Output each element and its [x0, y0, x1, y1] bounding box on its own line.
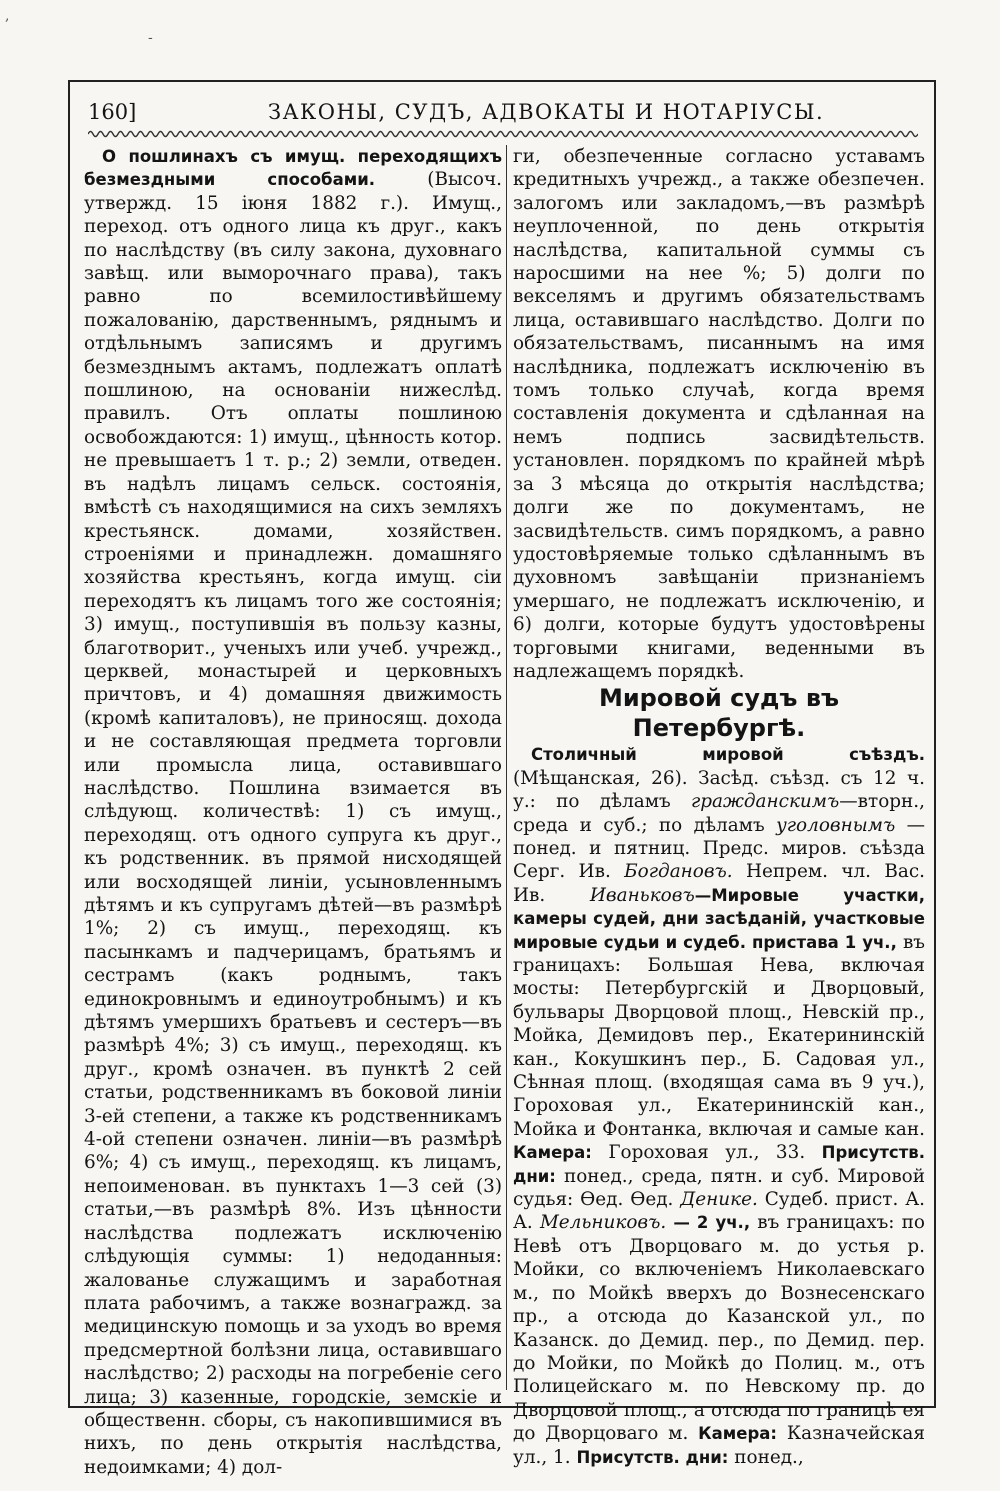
italic-run: Богдановъ.	[624, 861, 733, 883]
text-run: Судеб. прист. А. А.	[513, 1189, 925, 1234]
text-run: понед.,	[728, 1446, 804, 1468]
running-title: ЗАКОНЫ, СУДЪ, АДВОКАТЫ И НОТАРІУСЫ.	[268, 100, 825, 124]
text-run: понед., среда, пятн. и суб. Мировой судья: Ѳед. Ѳед.	[513, 1165, 925, 1211]
paragraph-duties	[84, 145, 502, 1479]
paragraph-text: (Высоч. утвержд. 15 іюня 1882 г.). Имущ., переход. отъ одного лица къ друг., какъ по наслѣдству (въ силу закона, духовнаго завѣщ. или выморочнаго права), такъ равно по всемилостивѣйшему пожалованію, дарственнымъ, ряднымъ и отдѣльнымъ записямъ и другимъ безмезднымъ актамъ, подлежатъ оплатѣ пошлиною, на основаніи нижеслѣд. правилъ. Отъ оплаты пошлиною освобождаются: 1) имущ., цѣнность котор. не превышаетъ 1 т. р.; 2) земли, отведен. въ надѣлъ лицамъ сельск. состоянія, вмѣстѣ съ находящимися на сихъ земляхъ крестьянск. домами, хозяйствен. строеніями и принадлежн. домашняго хозяйства крестьянъ, когда имущ. сіи переходятъ къ лицамъ того же состоянія; 3) имущ., поступившія въ пользу казны, благотворит., ученыхъ или учеб. учрежд., церквей, монастырей и церковныхъ причтовъ, и 4) домашняя движимость (кромѣ капиталовъ), не приносящ. дохода и не составляющая предмета торговли или промысла лица, оставившаго наслѣдство. Пошлина взимается въ слѣдующ. количествѣ: 1) съ имущ., переходящ. отъ одного супруга къ друг., къ родственник. въ прямой нисходящей или восходящей линіи, усыновленнымъ дѣтямъ и къ супругамъ дѣтей—въ размѣрѣ 1%; 2) съ имущ., переходящ. къ пасынкамъ и падчерицамъ, братьямъ и сестрамъ (какъ роднымъ, такъ единокровнымъ и единоутробнымъ) и къ дѣтямъ умершихъ братьевъ и сестеръ—въ размѣрѣ 4%; 3) съ имущ., переходящ. къ друг., кромѣ означен. въ пунктѣ 2 сей статьи, родственникамъ въ боковой линіи 3-ей степени, а также къ родственникамъ 4-ой степени означен. линіи—въ размѣрѣ 6%; 4) съ имущ., переходящ. къ лицамъ, непоименован. въ пунктахъ 1—3 сей (3) статьи,—въ размѣрѣ 8%. Изъ цѣнности наслѣдства подлежатъ исключенію слѣдующія суммы: 1) недоданныя: жалованье служащимъ и заработная плата рабочимъ, а также вознагражд. за медицинскую помощь и за уходъ во время предсмертной болѣзни лица, оставившаго наслѣдство; 2) расходы на погребеніе сего лица; 3) казенные, городскіе, земскіе и общественн. сборы, съ накопившимися въ нихъ, по день открытія наслѣдства, недоимками; 4) дол-	[84, 169, 502, 1478]
italic-run: гражданскимъ	[690, 791, 840, 813]
right-column	[513, 145, 925, 1469]
scan-speck: ,	[5, 8, 10, 24]
left-column	[84, 145, 502, 1479]
bold-run: Присутств. дни:	[513, 1143, 925, 1186]
section-heading: Мировой судъ въ Петербургѣ.	[598, 684, 840, 743]
bold-run: Камера:	[513, 1143, 592, 1163]
italic-run: уголовнымъ	[776, 814, 896, 836]
paragraph-continuation: ги, обезпеченные согласно уставамъ кредитныхъ учрежд., а также обезпечен. залогомъ или закладомъ,—въ размѣрѣ неуплоченной, по день открытія наслѣдства, капитальной суммы съ наросшими на нее %; 5) долги по векселямъ и другимъ обязательствамъ лица, оставившаго наслѣдство. Долги по обязательствамъ, писаннымъ на имя наслѣдника, подлежатъ исключенію въ томъ только случаѣ, когда время составленія документа и сдѣланная на немъ подпись засвидѣтельств. установлен. порядкомъ по крайней мѣрѣ за 3 мѣсяца до открытія наслѣдства; долги же по документамъ, не засвидѣтельств. симъ порядкомъ, а равно удостовѣряемые только сдѣланнымъ въ духовномъ завѣщаніи признаніемъ умершаго, не подлежатъ исключенію, и 6) долги, которые будутъ удостовѣрены торговыми книгами, веденными въ надлежащемъ порядкѣ.	[513, 146, 925, 682]
italic-run: Мельниковъ.	[539, 1212, 667, 1234]
italic-run: Денике.	[680, 1189, 758, 1211]
scan-speck: -	[148, 30, 153, 46]
paragraph-courts	[513, 743, 925, 1469]
text-run: —вторн., среда и суб.; по дѣламъ	[513, 791, 925, 836]
page-number: 160]	[88, 100, 137, 124]
bold-run: —Мировые участки, камеры судей, дни засѣданій, участковые мировые судьи и судеб. пристава 1 уч.,	[513, 885, 925, 952]
text-run: Непрем. чл. Вас. Ив.	[513, 861, 926, 906]
italic-run: Иваньковъ	[589, 884, 695, 906]
paragraph-heading: О пошлинахъ съ имущ. переходящихъ безмездными способами.	[84, 147, 502, 190]
text-run: — понед. и пятниц. Предс. миров. съѣзда Серг. Ив.	[513, 814, 925, 883]
column-divider	[506, 145, 507, 1390]
bold-run: Присутств. дни:	[576, 1447, 729, 1467]
bold-run: — 2 уч.,	[666, 1213, 751, 1233]
text-run: (Мѣщанская, 26). Засѣд. съѣзд. съ 12 ч. у.: по дѣламъ	[513, 767, 925, 813]
bold-run: Камера:	[698, 1424, 778, 1444]
paragraph-heading: Столичный мировой съѣздъ.	[531, 745, 925, 765]
wavy-rule	[88, 128, 918, 140]
text-run: въ границахъ: по Невѣ отъ Дворцоваго м. до устья р. Мойки, со включеніемъ Николаевскаго м., по Мойкѣ вверхъ до Вознесенскаго пр., а отсюда до Казанской ул., по Казанск. до Демид. пер., по Демид. пер. до Мойки, по Мойкѣ до Полиц. м., отъ Полицейскаго м. по Невскому пр. до Дворцовой площ., а отсюда по границѣ ея до Дворцоваго м.	[513, 1212, 925, 1445]
text-run: Гороховая ул., 33.	[591, 1142, 822, 1164]
text-run: въ границахъ: Большая Нева, включая мосты: Петербургскій и Дворцовый, бульвары Дворцовой площ., Невскій пр., Мойка, Демидовъ пер., Екатерининскій кан., Кокушкинъ пер., Б. Садовая ул., Сѣнная площ. (входящая сама въ 9 уч.), Гороховая ул., Екатерининскій кан., Мойка и Фонтанка, включая и самые кан.	[513, 931, 926, 1140]
text-run: Казначейская ул., 1.	[513, 1423, 925, 1468]
